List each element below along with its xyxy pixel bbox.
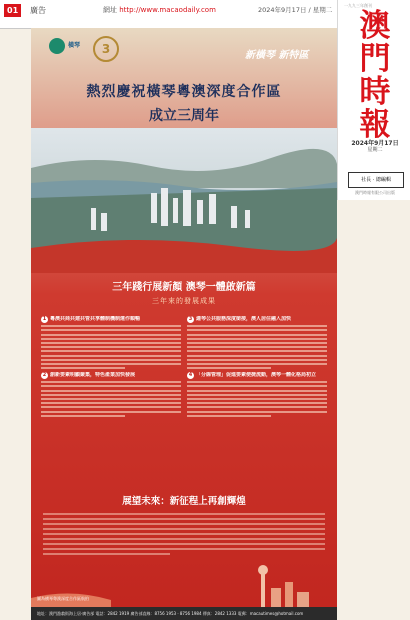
section-title: 創新要素明顯聚集，特色產業加快發展: [50, 372, 136, 379]
masthead-weekday: 星期二: [367, 147, 383, 153]
hengqin-logo-icon: [49, 38, 65, 54]
text-line: [187, 334, 327, 336]
text-line: [41, 355, 181, 357]
text-line: [43, 543, 325, 545]
text-line: [43, 518, 325, 520]
body-text: [43, 510, 325, 558]
text-line: [41, 329, 181, 331]
section-heading: [41, 372, 181, 379]
photo-credit: 圖為橫琴粵澳深度合作區航拍: [37, 596, 89, 601]
anniversary-badge: 3: [93, 36, 119, 62]
text-line: [41, 415, 125, 417]
subtitle-secondary: 三年來的發展成果: [152, 297, 216, 305]
text-line: [187, 338, 327, 340]
text-line: [187, 394, 327, 396]
masthead-char: 門: [359, 41, 391, 77]
left-column: [41, 316, 181, 420]
aerial-city-photo: [31, 128, 337, 273]
section-heading: [187, 316, 327, 323]
text-line: [187, 390, 327, 392]
text-line: [41, 346, 181, 348]
section-heading: [41, 316, 181, 323]
masthead-date: 2024年9月17日: [351, 140, 399, 147]
section-label: 廣告: [30, 6, 46, 15]
text-line: [187, 342, 327, 344]
text-line: [187, 363, 327, 365]
section-number-badge: 1: [42, 316, 47, 322]
anniversary-poster: [31, 28, 337, 620]
text-line: [41, 342, 181, 344]
text-line: [41, 394, 181, 396]
headline-line2: 成立三周年: [149, 108, 219, 124]
section-heading: [187, 372, 327, 379]
text-line: [41, 406, 181, 408]
website-label: 網址: [103, 6, 117, 14]
achievement-section: [41, 372, 181, 417]
text-line: [43, 548, 325, 550]
text-line: [43, 528, 325, 530]
right-column: [187, 316, 327, 420]
section-number-badge: 2: [42, 372, 47, 379]
text-line: [43, 523, 325, 525]
text-line: [187, 411, 327, 413]
masthead-publisher: 澳門時報有限公司出版: [355, 190, 395, 195]
text-line: [43, 553, 170, 555]
text-line: [41, 398, 181, 400]
section-number-badge: 3: [188, 316, 193, 322]
subtitle: 三年踐行展新顏 澳琴一體啟新篇: [112, 282, 256, 293]
prospect-title: 展望未來：新征程上再創輝煌: [122, 496, 246, 507]
logo-text: 橫琴: [68, 42, 81, 49]
text-line: [187, 402, 327, 404]
achievement-section: [41, 316, 181, 369]
masthead-char: 時: [359, 74, 391, 110]
text-line: [43, 533, 325, 535]
text-line: [41, 402, 181, 404]
masthead-char: 澳: [359, 8, 391, 44]
text-line: [187, 325, 327, 327]
section-number: 01: [4, 4, 21, 17]
date-line: 2024年9月17日 / 星期二: [258, 6, 333, 14]
masthead-editor-box: 社長 · 總編輯: [348, 172, 404, 188]
text-line: [187, 381, 327, 383]
text-line: [187, 346, 327, 348]
text-line: [187, 329, 327, 331]
footer-contact: 地址：澳門漁翁街海上居·廣告部 電話：2842 1919 廣告部直線：8756 1953 · 8756 1984 傳真：2842 1333 電郵：macautimes@hotmail.com: [31, 607, 337, 620]
text-line: [41, 334, 181, 336]
text-line: [187, 367, 271, 369]
text-line: [41, 385, 181, 387]
text-line: [187, 398, 327, 400]
achievement-section: [187, 316, 327, 369]
text-line: [41, 390, 181, 392]
masthead-founded: 一九九三年創刊: [344, 3, 372, 8]
masthead-info: [344, 140, 406, 154]
section-title: 粵澳共商共建共管共享體制機制運作順暢: [50, 316, 141, 322]
website-url[interactable]: http://www.macaodaily.com: [119, 6, 216, 14]
text-line: [187, 415, 271, 417]
text-line: [187, 406, 327, 408]
headline-line1: 熱烈慶祝橫琴粵澳深度合作區: [86, 84, 282, 100]
text-line: [43, 538, 325, 540]
text-line: [41, 363, 181, 365]
slogan: 新橫琴 新特區: [245, 50, 309, 61]
section-title: 適琴公共服務深度銜接，澳人居住融入加快: [196, 316, 292, 322]
text-line: [41, 350, 181, 352]
text-line: [41, 381, 181, 383]
text-line: [41, 411, 181, 413]
text-line: [43, 513, 325, 515]
text-line: [187, 350, 327, 352]
text-line: [187, 385, 327, 387]
masthead-title: [342, 10, 408, 142]
text-line: [41, 359, 181, 361]
text-line: [41, 367, 125, 369]
masthead-char: 報: [359, 107, 391, 143]
text-line: [41, 325, 181, 327]
section-number-badge: 4: [188, 372, 193, 379]
achievement-section: [187, 372, 327, 417]
text-line: [41, 338, 181, 340]
website[interactable]: [103, 5, 216, 15]
section-title: 「分線管理」促進要素便捷流動，澳琴一體化格局初立: [196, 372, 317, 379]
text-line: [187, 355, 327, 357]
masthead: [337, 0, 410, 200]
text-line: [187, 359, 327, 361]
